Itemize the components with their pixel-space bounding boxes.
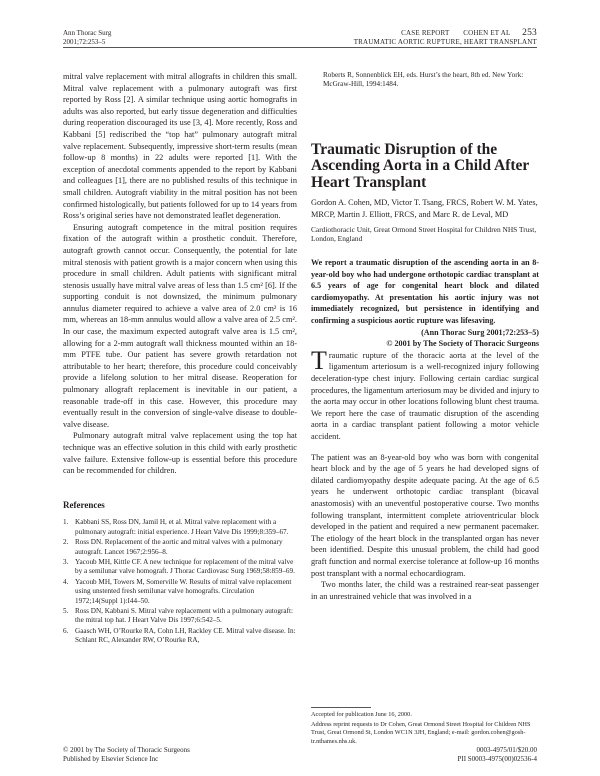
reference-item: 6. Gaasch WH, O’Rourke RA, Cohn LH, Rackley CE. Mitral valve disease. In: Schlant RC, Alexander RW, O’Rourke RA, xyxy=(63,626,296,645)
journal-name: Ann Thorac Surg xyxy=(63,29,112,37)
page-number: 253 xyxy=(522,28,537,38)
running-title: TRAUMATIC AORTIC RUPTURE, HEART TRANSPLANT xyxy=(353,38,537,46)
drop-cap: T xyxy=(311,345,327,375)
reference-continuation: Roberts R, Sonnenblick EH, eds. Hurst’s the heart, 8th ed. New York: McGraw-Hill, 1994:1484. xyxy=(323,71,524,89)
footnote-accepted: Accepted for publication June 16, 2000. xyxy=(311,711,412,718)
footer-right xyxy=(457,746,537,764)
references-list xyxy=(63,518,297,645)
article-title: Traumatic Disruption of the Ascending Aorta in a Child After Heart Transplant xyxy=(311,140,530,191)
header-rule xyxy=(63,47,537,48)
footer-left xyxy=(63,746,190,764)
abstract-citation: (Ann Thorac Surg 2001;72:253–5) xyxy=(421,327,539,337)
paragraph: mitral valve replacement with mitral allografts in children this small. Mitral valve replacement with a pulmonary autograft was first reported by Ross [2]. A similar technique using aortic homografts in adults was also reported, but early tissue degeneration and difficulties during reoperation discouraged its use [3, 4]. More recently, Ross and Kabbani [5] rediscribed the “top hat” pulmonary autograft mitral valve replacement. Subsequently, impressive short-term results (mean follow-up 8 months) in 22 adults were reported [1]. With the exception of anecdotal comments appended to the report by Kabbani and colleagues [1], there are no published results of this technique in small children. Autograft viability in the mitral position has not been confirmed histologically, but patients followed for up to 14 years from Ross’s original series have not demonstrated leaflet degeneration. xyxy=(63,72,297,221)
footer-publisher: Published by Elsevier Science Inc xyxy=(63,755,159,763)
abstract-copyright: © 2001 by The Society of Thoracic Surgeons xyxy=(386,339,539,349)
footer-issn: 0003-4975/01/$20.00 xyxy=(476,746,537,754)
section-label: CASE REPORT xyxy=(401,29,450,37)
footer-pii: PII S0003-4975(00)02536-4 xyxy=(457,755,537,763)
introduction-paragraph: Traumatic rupture of the thoracic aorta at the level of the ligamentum arteriosum is a well-recognized injury following deceleration-type chest injury. Following certain cardiac surgical procedures, the ligamentum arteriosum may be divided and injury to the aorta may occur in other locations following blunt chest trauma. We report here the case of traumatic disruption of the ascending aorta in a cardiac transplant patient following a motor vehicle accident. xyxy=(311,345,539,441)
case-paragraph: Two months later, the child was a restrained rear-seat passenger in an unrestrained vehicle that was involved in a xyxy=(311,580,539,601)
footnote-address: Address reprint requests to Dr Cohen, Great Ormond Street Hospital for Children NHS Trust, Great Ormond St, London WC1N 3JH, England; e-mail: gordon.cohen@gosh-tr.nthames.nhs.uk. xyxy=(311,721,531,745)
left-column xyxy=(63,71,297,647)
case-paragraph: The patient was an 8-year-old boy who was born with congenital heart block and by the age of 5 years he had developed signs of dilated cardiomyopathy despite adequate pacing. At the age of 6.5 years he underwent orthotopic cardiac transplant (bicaval anastomosis) with an uneventful postoperative course. Two months following transplant, intermittent complete atrioventricular block developed in the patient and required a new permanent pacemaker. The etiology of the heart block in the transplanted organ has never been identified. Despite this unusual problem, the child had good graft function and normal exercise tolerance at follow-up 16 months post transplant with a normal echocardiogram. xyxy=(311,452,539,578)
running-header-right xyxy=(354,29,537,47)
journal-citation: 2001;72:253–5 xyxy=(63,38,106,46)
reference-item: 5. Ross DN, Kabbani S. Mitral valve replacement with a pulmonary autograft: the mitral top hat. J Heart Valve Dis 1997;6:542–5. xyxy=(63,607,293,625)
running-header-left xyxy=(63,29,111,47)
paragraph: Ensuring autograft competence in the mitral position requires fixation of the autograft within a prosthetic conduit. Therefore, autograft growth cannot occur. Consequently, the potential for late mitral stenosis with patient growth is a major concern when using this procedure in small children. Adult patients with significant mitral stenosis usually have mitral valve areas of less than 1.5 cm² [6]. If the supporting conduit is not downsized, the minimum pulmonary annulus diameter required to achieve a valve area of 2.0 cm² is 16 mm, whereas an 18-mm annulus would allow a valve area of 2.5 cm². In our case, the maximum expected autograft valve area is 1.5 cm², allowing for a 2-mm autograft wall thickness mounted within an 18-mm PTFE tube. Our patient has severe growth retardation not attributable to her heart; therefore, this procedure could conceivably provide a lifelong solution to her mitral disease. Reoperation for pulmonary allograft replacement is inevitable in our patient, a reasonable trade-off in this case. However, this procedure may eventually result in the conversion of single-valve disease to double-valve disease. xyxy=(63,222,297,429)
footnote-rule xyxy=(311,707,371,708)
reference-item: 4. Yacoub MH, Towers M, Somerville W. Results of mitral valve replacement using unstented fresh semilunar valve homografts. Circulation 1972;14(Suppl 1):I44–50. xyxy=(63,577,292,605)
reference-item: 2. Ross DN. Replacement of the aortic and mitral valves with a pulmonary autograft. Lancet 1967;2:956–8. xyxy=(63,538,283,556)
paragraph: Pulmonary autograft mitral valve replacement using the top hat technique was an effective solution in this child with early prosthetic valve failure. Extensive follow-up is essential before this procedure can be recommended for children. xyxy=(63,431,297,476)
references-heading: References xyxy=(63,499,105,510)
right-column xyxy=(311,71,539,602)
authors-short: COHEN ET AL xyxy=(463,29,511,37)
abstract: We report a traumatic disruption of the ascending aorta in an 8-year-old boy who had undergone orthotopic cardiac transplant at 6.5 years of age for congenital heart block and dilated cardiomyopathy. At presentation his aortic injury was not immediately recognized, but persistence in identifying and confirming a suspicious aortic rupture was lifesaving. xyxy=(311,258,539,326)
footer-copyright: © 2001 by The Society of Thoracic Surgeons xyxy=(63,746,190,754)
article-authors: Gordon A. Cohen, MD, Victor T. Tsang, FRCS, Robert W. M. Yates, MRCP, Martin J. Elliott, FRCS, and Marc R. de Leval, MD xyxy=(311,198,538,219)
reference-item: 3. Yacoub MH, Kittle CF. A new technique for replacement of the mitral valve by a semilunar valve homograft. J Thorac Cardiovasc Surg 1969;58:859–69. xyxy=(63,558,295,576)
author-affiliation: Cardiothoracic Unit, Great Ormond Street Hospital for Children NHS Trust, London, England xyxy=(311,224,537,244)
reference-item: 1. Kabbani SS, Ross DN, Jamil H, et al. Mitral valve replacement with a pulmonary autograft: initial experience. J Heart Valve Dis 1999;8:359–67. xyxy=(63,518,289,536)
